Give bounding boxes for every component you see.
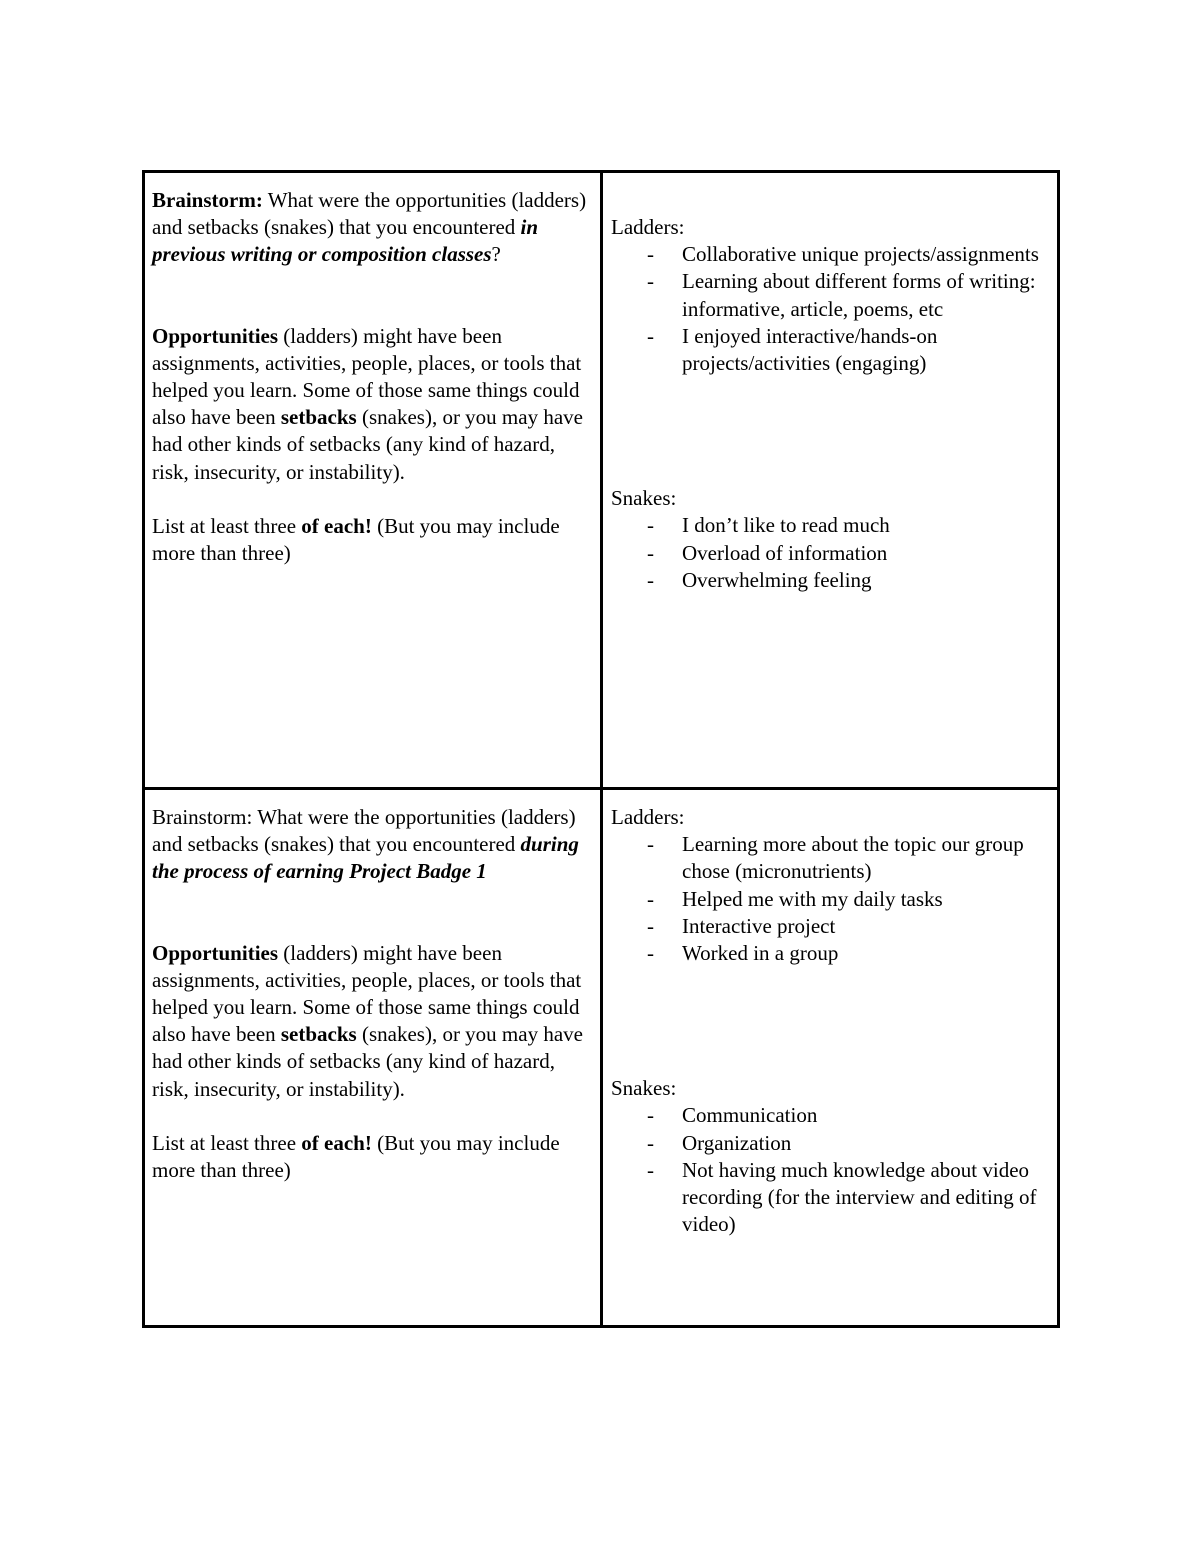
snakes-list — [611, 512, 1049, 594]
ladders-heading: Ladders: — [611, 805, 685, 829]
opportunities-explanation — [152, 940, 592, 1103]
prompt-cell-previous-classes — [145, 173, 603, 787]
opportunities-bold: Opportunities — [152, 323, 279, 348]
list-instruction — [152, 513, 592, 567]
list-instruction-bold: of each! — [301, 1130, 372, 1155]
ladder-text: Learning more about the topic our group chose (micronutrients) — [682, 832, 1024, 884]
snake-text: Overload of information — [682, 540, 888, 565]
ladder-text: I enjoyed interactive/hands-on projects/activities (engaging) — [682, 323, 938, 376]
ladder-text: Learning about different forms of writing: informative, article, poems, etc — [682, 269, 1036, 321]
list-item — [611, 886, 1049, 913]
dash-bullet: - — [647, 1130, 654, 1155]
list-item — [611, 1157, 1049, 1239]
list-item — [611, 540, 1049, 567]
setbacks-text: (snakes), or you may have had other kinds of setbacks (any kind of hazard, risk, insecurity, or instability). — [152, 405, 583, 484]
brainstorm-prompt — [152, 187, 592, 269]
ladder-text: Interactive project — [682, 913, 836, 938]
snakes-list — [611, 1102, 1049, 1238]
ladders-list — [611, 831, 1049, 967]
snake-text: I don’t like to read much — [682, 513, 890, 538]
dash-bullet: - — [647, 513, 654, 538]
ladders-heading: Ladders: — [611, 215, 685, 239]
setbacks-text: (snakes), or you may have had other kinds of setbacks (any kind of hazard, risk, insecurity, or instability). — [152, 1022, 583, 1101]
dash-bullet: - — [647, 540, 654, 565]
list-instruction-tail: (But you may include more than three) — [152, 513, 560, 566]
dash-bullet: - — [647, 269, 654, 294]
list-item — [611, 913, 1049, 940]
answer-cell-project-badge — [603, 790, 1057, 1325]
list-instruction-bold: of each! — [301, 513, 372, 538]
prompt-cell-project-badge — [145, 790, 603, 1325]
setbacks-bold: setbacks — [280, 405, 357, 430]
prompt-lead-bold: Brainstorm: — [152, 188, 263, 212]
list-item — [611, 268, 1049, 322]
dash-bullet: - — [647, 832, 654, 857]
prompt-emphasis: during the process of earning Project Badge 1 — [152, 832, 579, 884]
list-instruction-tail: (But you may include more than three) — [152, 1130, 560, 1183]
opportunities-text: (ladders) might have been assignments, activities, people, places, or tools that helped you learn. Some of those same things could also have been — [152, 323, 582, 430]
list-item — [611, 940, 1049, 967]
list-item — [611, 1130, 1049, 1157]
ladders-list — [611, 241, 1049, 377]
dash-bullet: - — [647, 913, 654, 938]
list-item — [611, 1102, 1049, 1129]
brainstorm-table — [142, 170, 1060, 1328]
snake-text: Communication — [682, 1103, 818, 1128]
dash-bullet: - — [647, 886, 654, 911]
dash-bullet: - — [647, 242, 654, 267]
list-instruction-text: List at least three — [152, 1130, 302, 1155]
list-instruction — [152, 1130, 592, 1184]
setbacks-bold: setbacks — [280, 1022, 357, 1047]
snake-text: Not having much knowledge about video recording (for the interview and editing of video) — [682, 1157, 1037, 1237]
prompt-emphasis: in previous writing or composition classes — [152, 215, 539, 267]
prompt-lead-text: Brainstorm: What were the opportunities (ladders) and setbacks (snakes) that you encountered — [152, 805, 576, 857]
ladder-text: Worked in a group — [682, 941, 839, 966]
list-item — [611, 831, 1049, 885]
brainstorm-prompt — [152, 804, 592, 886]
opportunities-bold: Opportunities — [152, 940, 279, 965]
answer-cell-previous-classes — [603, 173, 1057, 787]
snakes-heading: Snakes: — [611, 1076, 677, 1101]
table-row-project-badge — [145, 790, 1057, 1325]
snakes-heading: Snakes: — [611, 486, 677, 511]
list-item — [611, 567, 1049, 594]
list-item — [611, 512, 1049, 539]
dash-bullet: - — [647, 1157, 654, 1182]
opportunities-explanation — [152, 323, 592, 486]
snake-text: Overwhelming feeling — [682, 567, 872, 592]
table-row-previous-classes — [145, 173, 1057, 790]
opportunities-text: (ladders) might have been assignments, activities, people, places, or tools that helped you learn. Some of those same things could also have been — [152, 940, 582, 1047]
dash-bullet: - — [647, 1103, 654, 1128]
dash-bullet: - — [647, 323, 654, 348]
prompt-lead-text: What were the opportunities (ladders) and setbacks (snakes) that you encountered — [152, 188, 587, 240]
prompt-end: ? — [491, 242, 501, 267]
dash-bullet: - — [647, 941, 654, 966]
ladder-text: Collaborative unique projects/assignments — [682, 242, 1039, 267]
dash-bullet: - — [647, 567, 654, 592]
list-item — [611, 241, 1049, 268]
list-item — [611, 323, 1049, 377]
snake-text: Organization — [682, 1130, 792, 1155]
ladder-text: Helped me with my daily tasks — [682, 886, 943, 911]
list-instruction-text: List at least three — [152, 513, 302, 538]
